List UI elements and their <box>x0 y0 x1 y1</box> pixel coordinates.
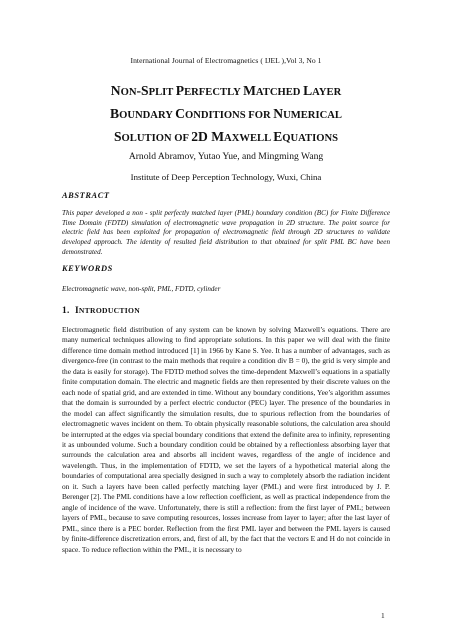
abstract-text: This paper developed a non - split perfectly matched layer (PML) boundary condition (BC) for Finite Difference Time Domain (FDTD) simulation of electromagnetic wave propagation in 2D structure. The point source for electric field has been exploited for propagation of electromagnetic field through 2D structures to validate developed approach. The identity of resulted field distribution to that obtained for split PML BC have been demonstrated. <box>62 209 390 256</box>
title-line-1: NON-SPLIT PERFECTLY MATCHED LAYER <box>110 83 342 98</box>
keywords-text: Electromagnetic wave, non-split, PML, FDTD, cylinder <box>62 285 221 293</box>
author-list: Arnold Abramov, Yutao Yue, and Mingming Wang <box>128 151 324 162</box>
title-line-3: SOLUTION OF 2D MAXWELL EQUATIONS <box>113 129 339 144</box>
section-number: 1. <box>62 306 70 316</box>
affiliation: Institute of Deep Perception Technology, Wuxi, China <box>130 172 322 182</box>
journal-header: International Journal of Electromagnetics ( IJEL ),Vol 3, No 1 <box>130 56 322 65</box>
title-line-2: BOUNDARY CONDITIONS FOR NUMERICAL <box>110 106 342 121</box>
introduction-heading: 1. INTRODUCTION <box>62 306 140 316</box>
page-number: 1 <box>381 611 385 620</box>
abstract-heading: ABSTRACT <box>62 191 110 200</box>
keywords-heading: KEYWORDS <box>62 264 113 273</box>
introduction-body: Electromagnetic field distribution of any system can be known by solving Maxwell’s equations. There are many numerical techniques allowing to find appropriate solutions. In this paper we will deal with the finite difference time domain method introduced [1] in 1966 by Kane S. Yee. It has a number of advantages, such as divergence-free (in contrast to the main methods that require a condition div B = 0), the grid is very simple and the data is easily for storage). The FDTD method solves the time-dependent Maxwell’s equations in a spatially finite computation domain. The electric and magnetic fields are then represented by their discrete values on the each node of spatial grid, and are extended in time. Without any boundary conditions, Yee’s algorithm assumes that the domain is surrounded by a perfect electric conductor (PEC) layer. The presence of the boundaries in the model can affect significantly the simulation results, due to spurious reflection from the boundaries of electromagnetic waves incident on them. To obtain physically reasonable solutions, the calculation area should be interrupted at the edges via special boundary conditions that extend the definite area to infinity, representing it as unbounded volume. Such a boundary condition could be obtained by a reflectionless absorbing layer that surrounds the calculation area and absorbs all incident waves, regardless of the angle of incidence and wavelength. Thus, in the implementation of FDTD, we set the layers of a hypothetical material along the boundaries of computational area specially designed in such a way to completely absorb the radiation incident on it. Such a layers have been called perfectly matching layer (PML) and were first introduced by J. P. Berenger [2]. The PML conditions have a low reflection coefficient, as well as practical independence from the angle of incidence of the wave. Unfortunately, there is still a reflection: from the first layer of PML; between layers of PML, because to save computing resources, losses increase from layer to layer; after the last layer of PML, since there is a PEC border. Reflection from the first PML layer and between the PML layers is caused by finite-difference discretization errors, and, first of all, by the fact that the vectors E and H do not coincide in space. To reduce reflection within the PML, it is necessary to <box>62 325 390 554</box>
paper-title <box>0 80 452 149</box>
